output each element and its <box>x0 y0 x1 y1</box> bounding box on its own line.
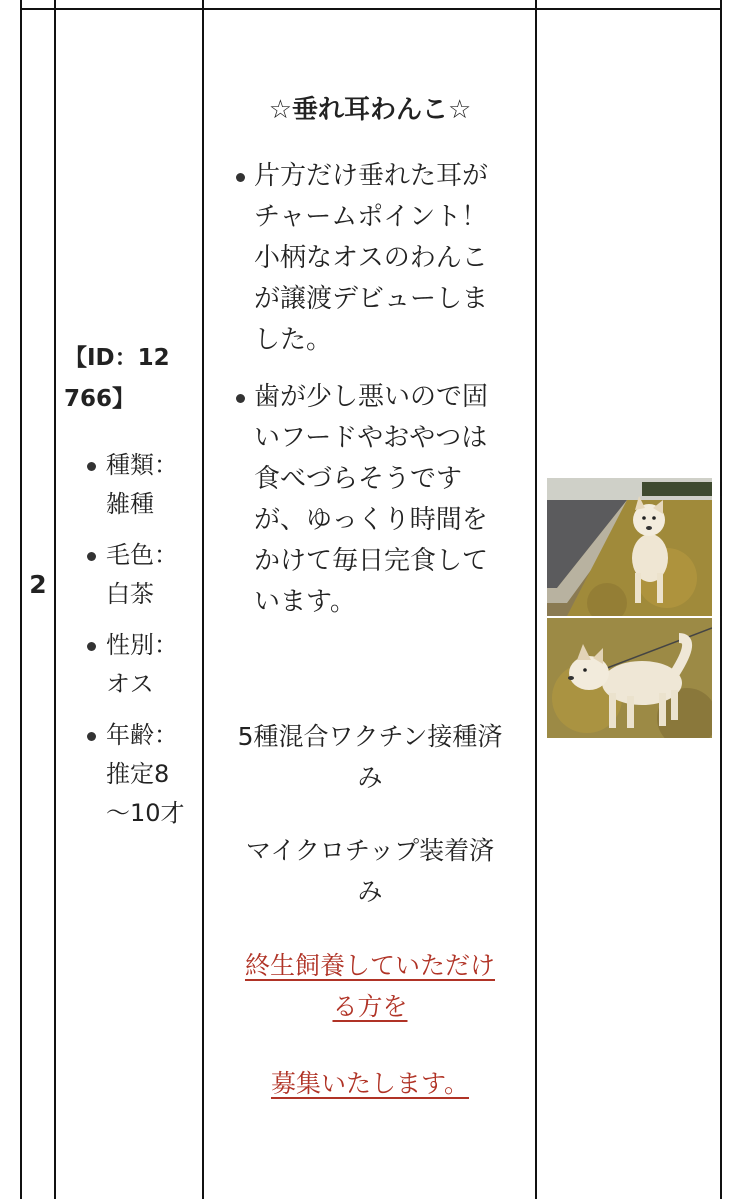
description-line: が、ゆっくり時間を <box>254 505 488 535</box>
recruit-line: る方を <box>332 992 408 1021</box>
description-line: 小柄なオスのわんこ <box>254 243 488 273</box>
microchip-status <box>205 830 535 912</box>
recruit-message <box>205 945 535 1027</box>
description-title: ☆垂れ耳わんこ☆ <box>268 95 472 125</box>
attribute-value: 〜10才 <box>106 799 185 827</box>
microchip-line: み <box>357 877 383 906</box>
description-line: かけて毎日完食して <box>254 546 489 576</box>
description-line: 片方だけ垂れた耳が <box>254 161 489 191</box>
vaccine-status <box>205 716 535 798</box>
table-row-divider <box>20 8 721 10</box>
description-line: した。 <box>254 325 333 355</box>
description-line: いフードやおやつは <box>254 423 488 453</box>
description-line: チャームポイント！ <box>254 202 488 232</box>
table-border-col1 <box>54 0 56 1199</box>
description-point <box>234 156 524 361</box>
attribute-value: 推定8 <box>106 760 170 788</box>
table-border-right <box>720 0 722 1199</box>
attribute-breed <box>84 446 202 524</box>
recruit-line: 募集いたします。 <box>270 1069 469 1098</box>
recruit-message-2 <box>205 1063 535 1104</box>
microchip-line: マイクロチップ装着済 <box>245 836 495 865</box>
description-line: 食べづらそうです <box>254 464 463 494</box>
bullet-icon <box>87 462 96 471</box>
description-line: います。 <box>254 587 356 617</box>
dog-id-line: 【ID：12 <box>64 345 170 371</box>
attribute-value: オス <box>106 670 154 698</box>
attribute-value: 白茶 <box>106 580 154 608</box>
dog-photo <box>547 478 712 738</box>
description-point <box>234 377 524 623</box>
attribute-label: 種類： <box>106 451 178 479</box>
bullet-icon <box>87 552 96 561</box>
attribute-label: 年齢： <box>106 721 178 749</box>
dog-id-line: 766】 <box>64 386 136 412</box>
description-list <box>234 156 524 639</box>
table-border-col3 <box>535 0 537 1199</box>
bullet-icon <box>87 642 96 651</box>
attribute-sex <box>84 626 202 704</box>
table-border-col2 <box>202 0 204 1199</box>
attribute-color <box>84 536 202 614</box>
bullet-icon <box>236 394 245 403</box>
description-line: が譲渡デビューしま <box>254 284 489 314</box>
vaccine-line: 5種混合ワクチン接種済 <box>237 722 503 751</box>
vaccine-line: み <box>357 763 383 792</box>
attribute-label: 毛色： <box>106 541 178 569</box>
attribute-value: 雑種 <box>106 490 154 518</box>
table-border-left <box>20 0 22 1199</box>
description-line: 歯が少し悪いので固 <box>254 382 489 412</box>
attribute-list <box>84 446 202 845</box>
row-number: 2 <box>29 570 47 599</box>
bullet-icon <box>236 173 245 182</box>
dog-id <box>64 338 199 420</box>
attribute-label: 性別： <box>106 631 178 659</box>
attribute-age <box>84 716 202 833</box>
bullet-icon <box>87 732 96 741</box>
dog-photo-image <box>547 478 712 738</box>
recruit-line: 終生飼養していただけ <box>244 951 495 980</box>
